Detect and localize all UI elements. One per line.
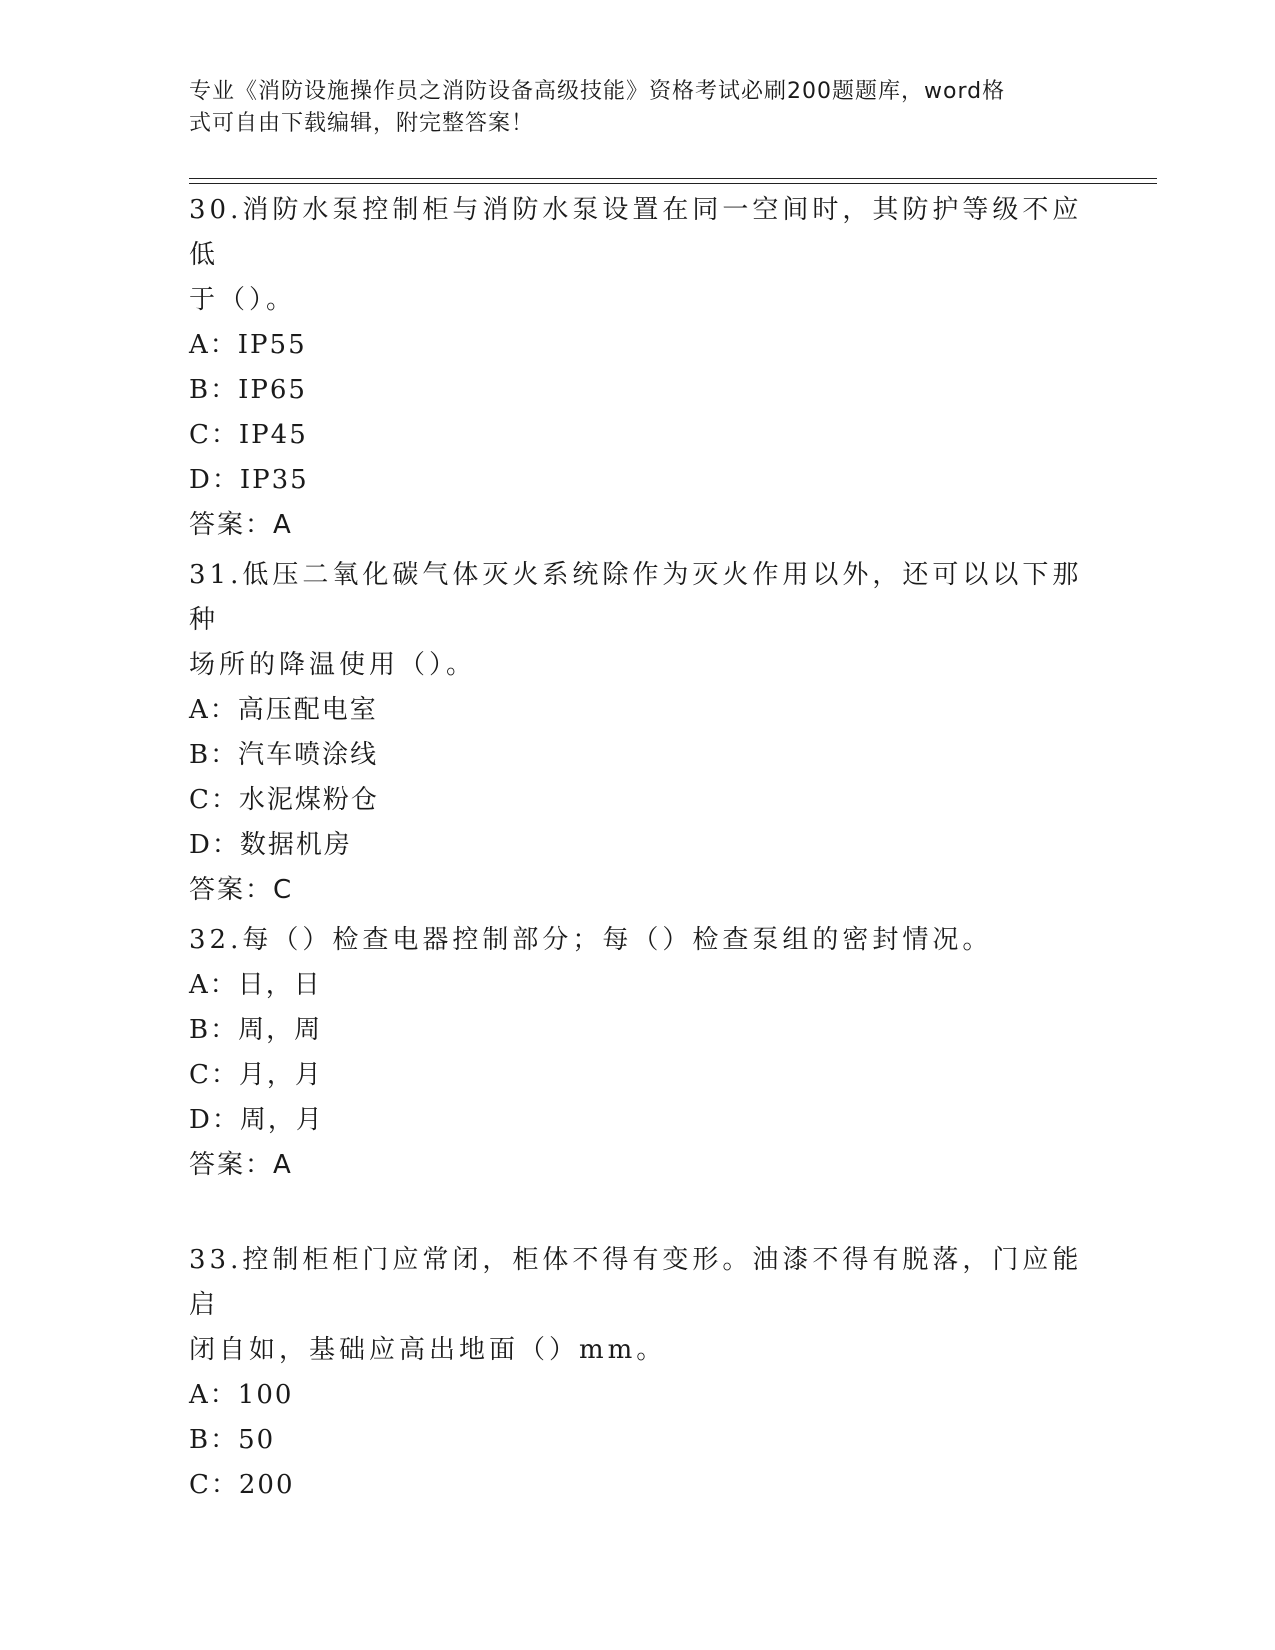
option-d: D：数据机房 <box>189 830 352 860</box>
question-33 <box>189 1238 1089 1508</box>
option-b: B：汽车喷涂线 <box>189 740 379 770</box>
option-c: C：IP45 <box>189 420 308 450</box>
answer-line: 答案：A <box>189 510 293 540</box>
option-a: A：日，日 <box>189 970 322 1000</box>
question-31 <box>189 553 1089 913</box>
question-30 <box>189 188 1089 548</box>
answer-line: 答案：A <box>189 1150 293 1180</box>
question-stem-line: 于（）。 <box>189 285 297 315</box>
option-b: B：50 <box>189 1425 276 1455</box>
question-32 <box>189 918 1089 1188</box>
option-c: C：水泥煤粉仓 <box>189 785 379 815</box>
option-b: B：IP65 <box>189 375 307 405</box>
option-a: A：IP55 <box>189 330 307 360</box>
option-c: C：月，月 <box>189 1060 323 1090</box>
question-stem-line: 33.控制柜柜门应常闭，柜体不得有变形。油漆不得有脱落，门应能启 <box>189 1245 1083 1320</box>
option-b: B：周，周 <box>189 1015 323 1045</box>
header-line-1: 专业《消防设施操作员之消防设备高级技能》资格考试必刷200题题库，word格 <box>189 79 1006 104</box>
header-divider-bottom <box>189 183 1157 184</box>
question-stem-line: 30.消防水泵控制柜与消防水泵设置在同一空间时，其防护等级不应低 <box>189 195 1083 270</box>
header-line-2: 式可自由下载编辑，附完整答案！ <box>189 111 535 136</box>
question-stem-line: 场所的降温使用（）。 <box>189 650 477 680</box>
option-a: A：高压配电室 <box>189 695 378 725</box>
question-stem-line: 32.每（）检查电器控制部分；每（）检查泵组的密封情况。 <box>189 925 993 955</box>
header-divider-top <box>189 178 1157 179</box>
option-c: C：200 <box>189 1470 295 1500</box>
answer-line: 答案：C <box>189 875 294 905</box>
option-d: D：周，月 <box>189 1105 324 1135</box>
question-stem-line: 闭自如，基础应高出地面（）mm。 <box>189 1335 667 1365</box>
question-stem-line: 31.低压二氧化碳气体灭火系统除作为灭火作用以外，还可以以下那种 <box>189 560 1083 635</box>
option-a: A：100 <box>189 1380 294 1410</box>
option-d: D：IP35 <box>189 465 309 495</box>
document-header <box>189 76 1069 140</box>
